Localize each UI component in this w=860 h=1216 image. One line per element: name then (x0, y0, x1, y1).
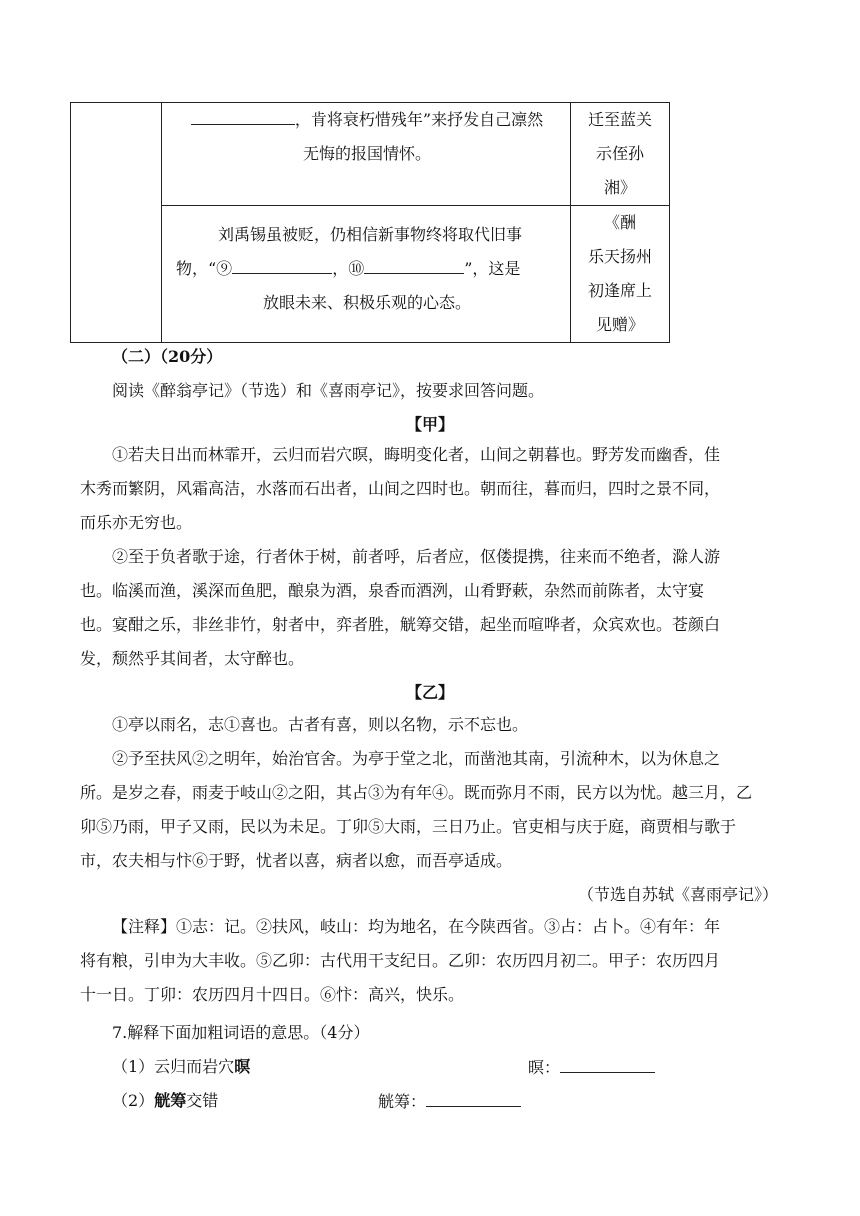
table-empty-cell (71, 103, 162, 343)
table-row-2-source: 《酬 乐天扬州 初逢席上 见赠》 (571, 206, 670, 343)
bold-term: 觥筹 (154, 1091, 187, 1110)
section-instruction: 阅读《醉翁亭记》（节选）和《喜雨亭记》，按要求回答问题。 (112, 381, 545, 400)
table-row-2-text: 刘禹锡虽被贬，仍相信新事物终将取代旧事 物，“⑨ ，⑩ ”，这是 放眼未来、积极乐观的心态。 (162, 206, 571, 343)
answer-blank[interactable] (191, 106, 295, 125)
answer-blank-9[interactable] (232, 255, 332, 274)
question-7-item-2: （2）觥筹交错 (112, 1091, 219, 1110)
yi-source: （节选自苏轼《喜雨亭记》） (577, 885, 778, 904)
question-7-answer-2: 觥筹： (378, 1088, 521, 1112)
poetry-table (70, 102, 670, 343)
jia-paragraph-1: ①若夫日出而林霏开，云归而岩穴暝，晦明变化者，山间之朝暮也。野芳发而幽香，佳 木秀而繁阴，风霜高洁，水落而石出者，山间之四时也。朝而往，暮而归，四时之景不同， 而乐亦无穷也。 (80, 445, 721, 532)
bold-term: 暝 (234, 1057, 251, 1076)
yi-label: 【乙】 (405, 683, 454, 702)
jia-paragraph-2: ②至于负者歌于途，行者休于树，前者呼，后者应，伛偻提携，往来而不绝者，滁人游 也。临溪而渔，溪深而鱼肥，酿泉为酒，泉香而酒洌，山肴野蔌，杂然而前陈者，太守宴 也。宴酣之乐，非丝非竹，射者中，弈者胜，觥筹交错，起坐而喧哗者，众宾欢也。苍颜白 发，颓然乎其间者，太守醉也。 (80, 547, 721, 668)
table-row-1-source: 迁至蓝关 示侄孙 湘》 (571, 103, 670, 206)
yi-paragraph-2: ②予至扶风②之明年，始治官舍。为亭于堂之北，而凿池其南，引流种木，以为休息之 所。是岁之春，雨麦于岐山②之阳，其占③为有年④。既而弥月不雨，民方以为忧。越三月，乙 卯⑤乃雨，甲子又雨，民以为未足。丁卯⑤大雨，三日乃止。官吏相与庆于庭，商贾相与歌于 市，农夫相与忭⑥于野，忧者以喜，病者以愈，而吾亭适成。 (80, 749, 753, 870)
question-7-stem: 7.解释下面加粗词语的意思。（4分） (112, 1023, 370, 1042)
answer-blank-10[interactable] (364, 255, 464, 274)
question-7-answer-1: 暝： (528, 1054, 655, 1078)
notes: 【注释】①志：记。②扶风，岐山：均为地名，在今陕西省。③占：占卜。④有年：年 将有粮，引申为大丰收。⑤乙卯：古代用干支纪日。乙卯：农历四月初二。甲子：农历四月 十一日。丁卯：农历四月十四日。⑥忭：高兴，快乐。 (80, 917, 721, 1004)
section-heading: （二）（20分） (112, 347, 223, 366)
answer-blank[interactable] (560, 1054, 655, 1073)
yi-paragraph-1: ①亭以雨名，志①喜也。古者有喜，则以名物，示不忘也。 (112, 715, 529, 734)
answer-blank[interactable] (426, 1088, 521, 1107)
jia-label: 【甲】 (405, 415, 454, 434)
question-7-item-1: （1）云归而岩穴暝 (112, 1057, 251, 1076)
table-row-1-text: ，肯将衰朽惜残年”来抒发自己凛然 无悔的报国情怀。 (162, 103, 571, 206)
